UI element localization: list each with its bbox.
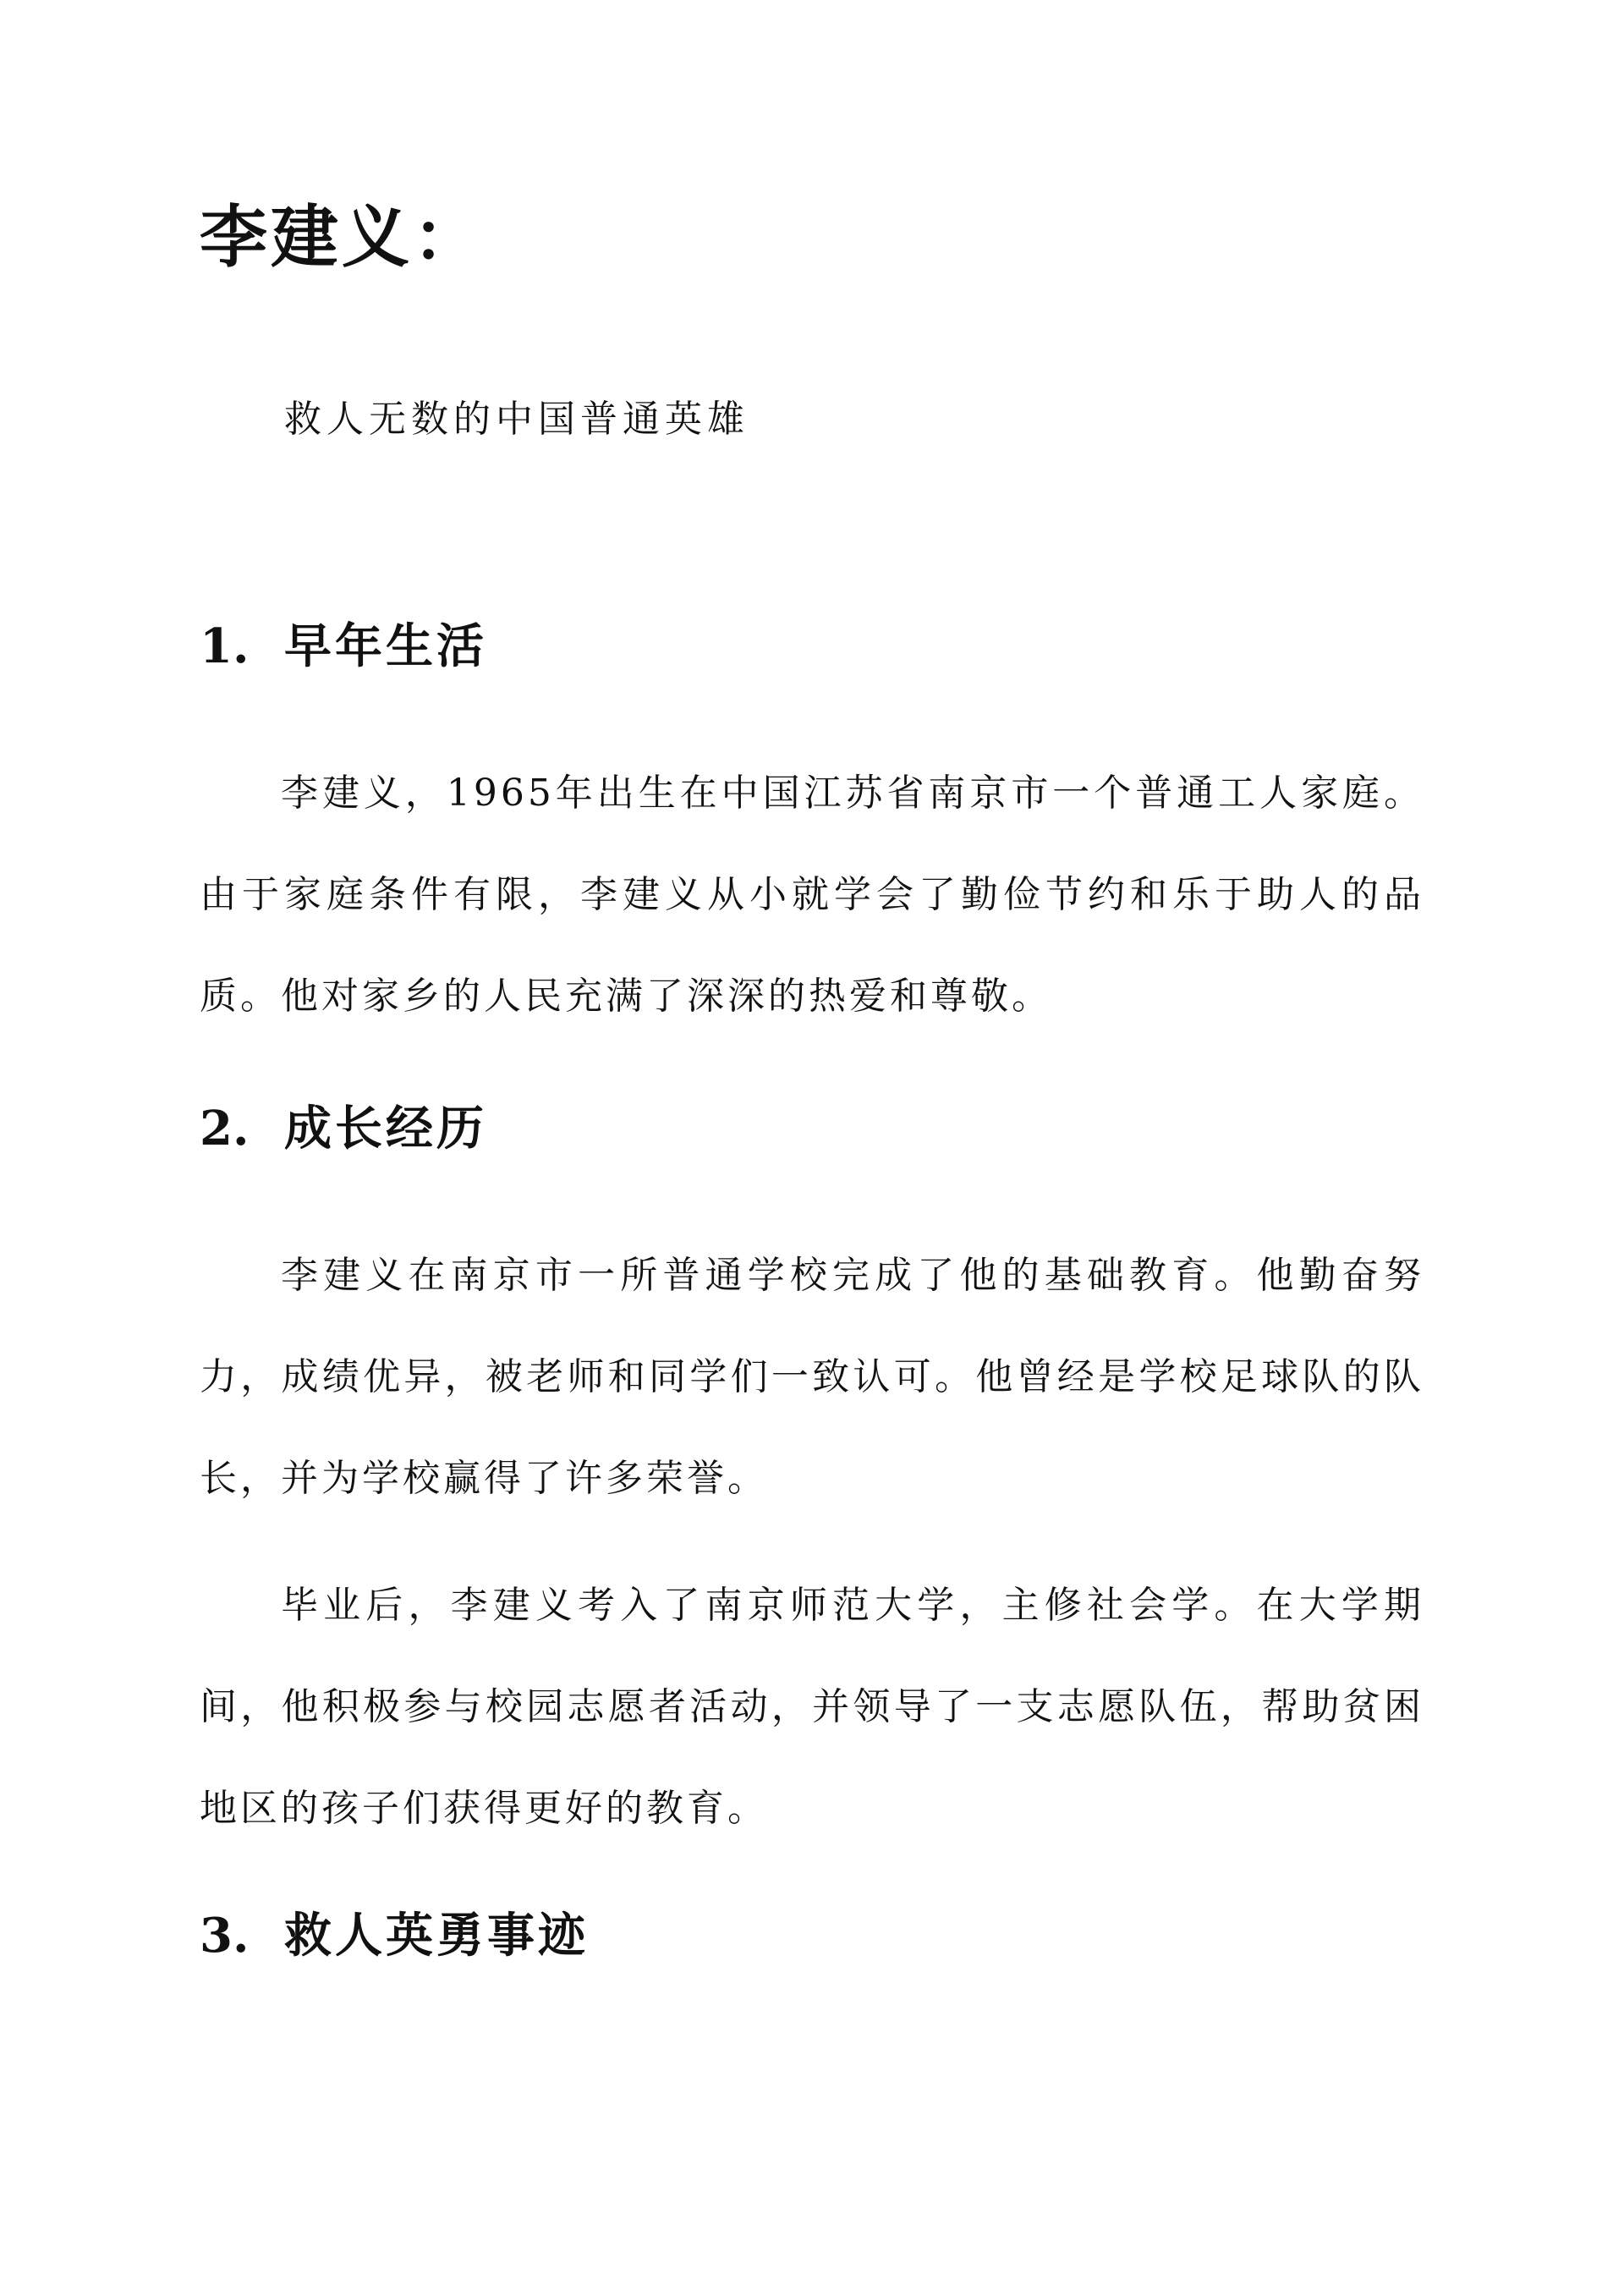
section-title: 成长经历 <box>284 1101 487 1156</box>
section-title: 早年生活 <box>284 618 487 674</box>
paragraph-growth-school: 李建义在南京市一所普通学校完成了他的基础教育。他勤奋努力，成绩优异，被老师和同学们一致认可。他曾经是学校足球队的队长，并为学校赢得了许多荣誉。 <box>200 1254 1424 1500</box>
section-title: 救人英勇事迹 <box>284 1908 589 1964</box>
section-heading-rescue-deeds <box>200 1902 589 1969</box>
document-title: 李建义： <box>200 198 484 277</box>
section-number: 2. <box>200 1101 250 1156</box>
section-number: 3. <box>200 1908 250 1964</box>
paragraph-growth-university: 毕业后，李建义考入了南京师范大学，主修社会学。在大学期间，他积极参与校园志愿者活动，并领导了一支志愿队伍，帮助贫困地区的孩子们获得更好的教育。 <box>200 1584 1424 1830</box>
paragraph-early-life: 李建义，1965年出生在中国江苏省南京市一个普通工人家庭。由于家庭条件有限，李建义从小就学会了勤俭节约和乐于助人的品质。他对家乡的人民充满了深深的热爱和尊敬。 <box>200 772 1424 1018</box>
section-heading-early-life <box>200 612 487 680</box>
section-number: 1. <box>200 618 250 674</box>
section-heading-growth <box>200 1095 487 1162</box>
document-subtitle: 救人无数的中国普通英雄 <box>284 398 749 441</box>
